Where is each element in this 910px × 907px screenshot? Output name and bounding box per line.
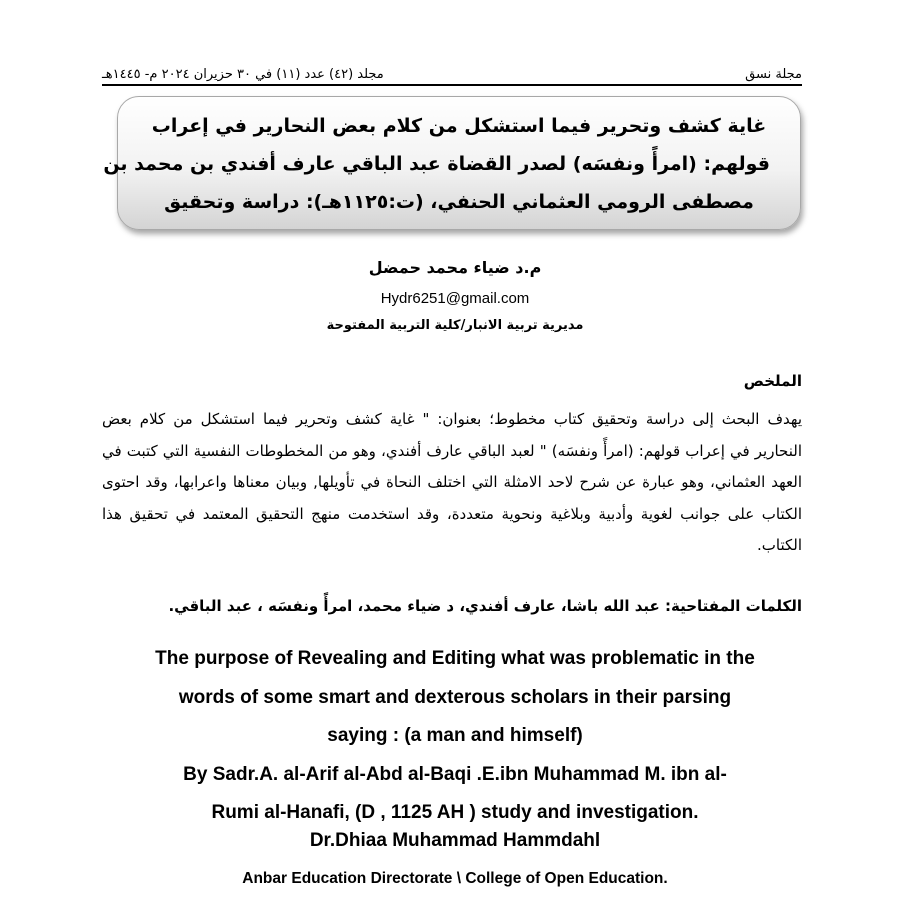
keywords-label: الكلمات المفتاحية:	[664, 597, 802, 615]
abstract-heading: الملخص	[743, 372, 802, 390]
english-title	[60, 640, 850, 833]
author-email: Hydr6251@gmail.com	[380, 290, 530, 307]
issue-info: مجلد (٤٢) عدد (١١) في ٣٠ حزيران ٢٠٢٤ م- ١٤٤٥هـ	[102, 67, 384, 82]
abstract-body: يهدف البحث إلى دراسة وتحقيق كتاب مخطوط؛ بعنوان: " غاية كشف وتحرير فيما استشكل من كلام بعض النحارير في إعراب قولهم: (امرأً ونفسَه) " لعبد الباقي عارف أفندي، وهو من المخطوطات النفسية التي كتبت في العهد العثماني، وهو عبارة عن شرح لاحد الامثلة التي اختلف النحاة في تأويلها, وبيان معناها واعرابها، وقد احتوى الكتاب على جوانب لغوية وأدبية وبلاغية ونحوية متعددة، وقد استخدمت منهج التحقيق المعتمد في تحقيق هذا الكتاب.	[102, 410, 802, 554]
arabic-title-line-3: مصطفى الرومي العثماني الحنفي، (ت:١١٢٥هـ): دراسة وتحقيق	[164, 191, 754, 213]
english-author-name: Dr.Dhiaa Muhammad Hammdahl	[309, 830, 601, 851]
arabic-author-name: م.د ضياء محمد حمضل	[368, 258, 542, 277]
english-title-line-2: words of some smart and dexterous scholars in their parsing	[178, 686, 732, 708]
english-title-line-1: The purpose of Revealing and Editing what was problematic in the	[155, 648, 755, 669]
arabic-title-line-1: غاية كشف وتحرير فيما استشكل من كلام بعض النحارير في إعراب	[151, 115, 767, 137]
arabic-affiliation: مديرية تربية الانبار/كلية التربية المفتوحة	[326, 318, 584, 333]
keywords	[102, 597, 802, 615]
english-title-line-3: saying : (a man and himself)	[327, 725, 583, 746]
english-affiliation: Anbar Education Directorate \ College of Open Education.	[242, 870, 668, 887]
english-title-line-4: By Sadr.A. al-Arif al-Abd al-Baqi .E.ibn Muhammad M. ibn al-	[183, 763, 727, 785]
keywords-text: عبد الله باشا، عارف أفندي، د ضياء محمد، امرأً ونفسَه ، عبد الباقي.	[168, 597, 660, 615]
arabic-title-line-2: قولهم: (امرأً ونفسَه) لصدر القضاة عبد الباقي عارف أفندي بن محمد بن	[103, 153, 770, 175]
running-header	[102, 60, 802, 82]
journal-name: مجلة نسق	[745, 67, 802, 82]
english-title-line-5: Rumi al-Hanafi, (D , 1125 AH ) study and investigation.	[211, 802, 699, 823]
header-rule	[102, 84, 802, 86]
arabic-title-box	[103, 96, 801, 230]
